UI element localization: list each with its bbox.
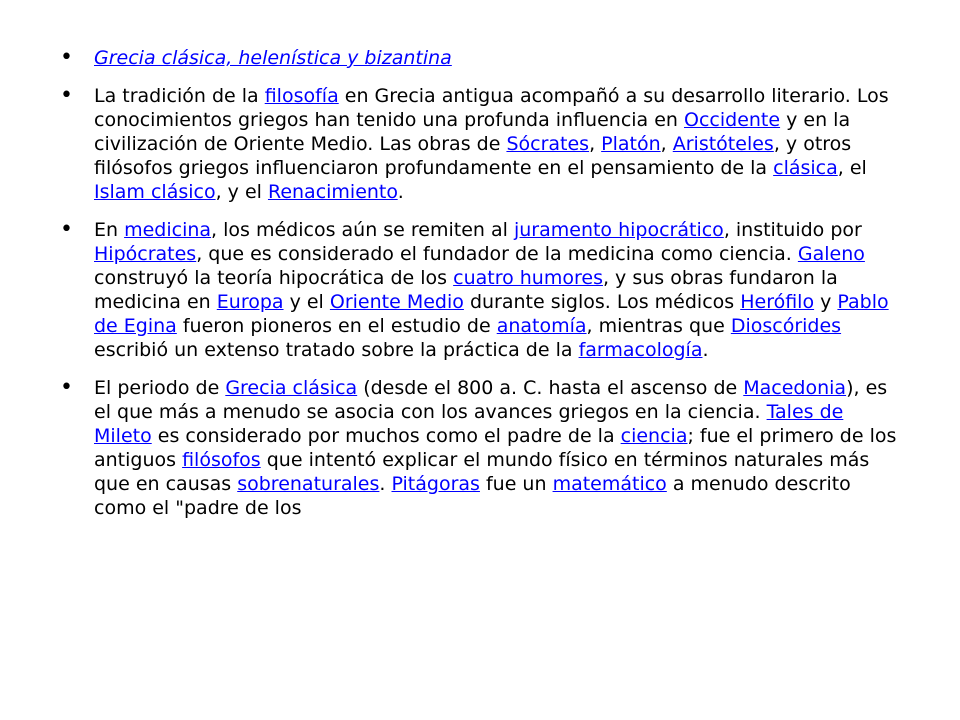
bullet-text: en Grecia antigua acompañó a su desarrollo literario. Los conocimientos griegos han tenido una profunda influencia en (94, 85, 889, 131)
link-grecia-clasica-helenistica-bizantina[interactable]: Grecia clásica, helenística y bizantina (94, 47, 452, 69)
bullet-text: construyó la teoría hipocrática de los (94, 267, 454, 289)
link-oriente-medio[interactable]: Oriente Medio (329, 291, 464, 313)
link-juramento-hipocratico[interactable]: juramento hipocrático (513, 219, 724, 241)
link-filosofia[interactable]: filosofía (264, 85, 339, 107)
bullet-text: que intentó explicar el mundo físico en términos naturales más que en causas (94, 449, 870, 495)
bullet-text: ), es el que más a menudo se asocia con los avances griegos en la ciencia. (94, 377, 888, 423)
link-dioscorides[interactable]: Dioscórides (730, 315, 842, 337)
bullet-item (60, 218, 900, 362)
link-cuatro-humores[interactable]: cuatro humores (453, 267, 603, 289)
link-platon[interactable]: Platón (601, 133, 661, 155)
bullet-text: fueron pioneros en el estudio de (176, 315, 497, 337)
bullet-text: . (379, 473, 392, 495)
link-islam-clasico[interactable]: Islam clásico (94, 181, 216, 203)
bullet-text: fue un (479, 473, 553, 495)
link-tales-de-mileto[interactable]: Tales de Mileto (94, 401, 844, 447)
bullet-text: , los médicos aún se remiten al (211, 219, 514, 241)
bullet-text: . (397, 181, 404, 203)
bullet-list (60, 46, 900, 534)
link-galeno[interactable]: Galeno (797, 243, 865, 265)
bullet-text: , y sus obras fundaron la medicina en (94, 267, 838, 313)
link-herofilo[interactable]: Herófilo (740, 291, 815, 313)
bullet-text: En (94, 219, 125, 241)
bullet-text: es considerado por muchos como el padre de la (151, 425, 621, 447)
link-hipocrates[interactable]: Hipócrates (94, 243, 197, 265)
bullet-text: , que es considerado el fundador de la medicina como ciencia. (196, 243, 798, 265)
link-sobrenaturales[interactable]: sobrenaturales (237, 473, 380, 495)
bullet-text: durante siglos. Los médicos (463, 291, 741, 313)
link-farmacologia[interactable]: farmacología (578, 339, 703, 361)
link-medicina[interactable]: medicina (124, 219, 212, 241)
link-pablo-de-egina[interactable]: Pablo de Egina (94, 291, 889, 337)
bullet-text: escribió un extenso tratado sobre la práctica de la (94, 339, 579, 361)
link-clasica[interactable]: clásica (773, 157, 838, 179)
bullet-item (60, 376, 900, 520)
link-ciencia[interactable]: ciencia (620, 425, 688, 447)
link-renacimiento[interactable]: Renacimiento (267, 181, 398, 203)
bullet-text: La tradición de la (94, 85, 265, 107)
bullet-text: , instituido por (723, 219, 862, 241)
link-filosofos[interactable]: filósofos (182, 449, 261, 471)
link-occidente[interactable]: Occidente (684, 109, 781, 131)
bullet-text: , (589, 133, 602, 155)
bullet-text: , y otros filósofos griegos influenciaron profundamente en el pensamiento de la (94, 133, 852, 179)
link-pitagoras[interactable]: Pitágoras (391, 473, 480, 495)
bullet-text: y el (283, 291, 330, 313)
link-europa[interactable]: Europa (216, 291, 284, 313)
link-anatomia[interactable]: anatomía (496, 315, 587, 337)
bullet-text: , mientras que (586, 315, 731, 337)
bullet-item (60, 84, 900, 204)
bullet-text: a menudo descrito como el "padre de los (94, 473, 851, 519)
bullet-text: , y el (215, 181, 268, 203)
bullet-text: . (702, 339, 709, 361)
bullet-text: , (660, 133, 673, 155)
link-grecia-clasica[interactable]: Grecia clásica (225, 377, 358, 399)
bullet-text: El periodo de (94, 377, 226, 399)
bullet-text: y (814, 291, 838, 313)
bullet-text: (desde el 800 a. C. hasta el ascenso de (357, 377, 744, 399)
link-aristoteles[interactable]: Aristóteles (672, 133, 774, 155)
bullet-text: ; fue el primero de los antiguos (94, 425, 897, 471)
bullet-text: y en la civilización de Oriente Medio. Las obras de (94, 109, 851, 155)
bullet-text: , el (837, 157, 867, 179)
link-matematico[interactable]: matemático (552, 473, 667, 495)
bullet-item (60, 46, 900, 70)
link-macedonia[interactable]: Macedonia (743, 377, 847, 399)
link-socrates[interactable]: Sócrates (506, 133, 590, 155)
